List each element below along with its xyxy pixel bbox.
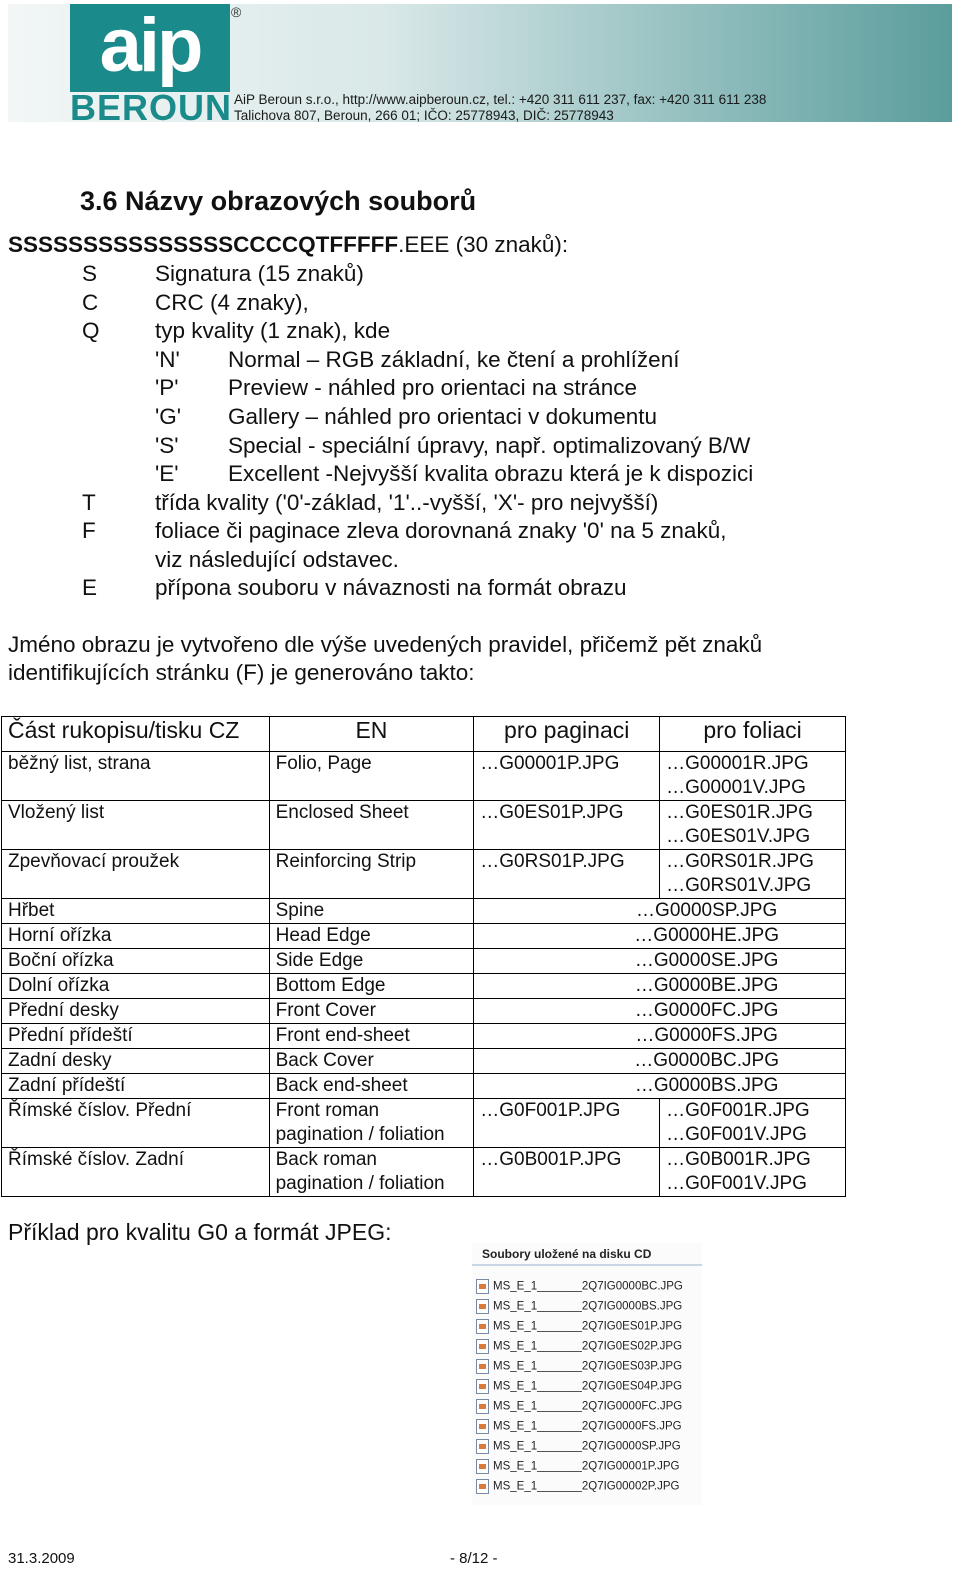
cell-foliation	[660, 752, 846, 801]
company-contact-line: AiP Beroun s.r.o., http://www.aipberoun.cz, tel.: +420 311 611 237, fax: +420 311 611 238	[234, 92, 767, 107]
quality-code: 'E'	[155, 461, 179, 486]
company-address-line: Talichova 807, Beroun, 266 01; IČO: 25778943, DIČ: 25778943	[234, 108, 614, 123]
image-file-icon	[476, 1279, 489, 1294]
pattern-chars: SSSSSSSSSSSSSSSCCCCQTFFFFF	[8, 232, 399, 257]
file-name: MS_E_1_______2Q7IG0ES01P.JPG	[493, 1320, 683, 1333]
paragraph-line: identifikujících stránku (F) je generováno takto:	[8, 660, 475, 685]
cell-filename: …G0000FC.JPG	[474, 999, 846, 1024]
cell-en: Back end-sheet	[269, 1074, 474, 1099]
file-item[interactable]	[476, 1459, 679, 1479]
column-header: EN	[269, 717, 474, 752]
filename-pattern	[8, 232, 568, 258]
cell-en	[269, 1099, 474, 1148]
file-name: MS_E_1_______2Q7IG0000FS.JPG	[493, 1420, 682, 1433]
pattern-extension: .EEE (30 znaků):	[398, 232, 569, 257]
cell-en: Front end-sheet	[269, 1024, 474, 1049]
cell-foliation	[660, 801, 846, 850]
file-item[interactable]	[476, 1299, 682, 1319]
def-desc: typ kvality (1 znak), kde	[155, 318, 391, 343]
def-code: S	[82, 261, 98, 286]
cell-en: Spine	[269, 899, 474, 924]
file-item[interactable]	[476, 1439, 681, 1459]
foliation-verso: …G0F001V.JPG	[666, 1124, 807, 1145]
registered-mark: ®	[231, 4, 242, 20]
section-title: 3.6 Názvy obrazových souborů	[80, 186, 477, 216]
quality-desc: Gallery – náhled pro orientaci v dokumentu	[228, 404, 657, 429]
cell-filename: …G0000BC.JPG	[474, 1049, 846, 1074]
cell-filename: …G0000BE.JPG	[474, 974, 846, 999]
foliation-recto: …G0F001R.JPG	[666, 1100, 810, 1121]
cell-cz: Horní ořízka	[2, 924, 270, 949]
table-row	[2, 1074, 846, 1099]
en-line: pagination / foliation	[275, 1124, 445, 1145]
image-file-icon	[476, 1459, 489, 1474]
cell-pagination: …G0B001P.JPG	[474, 1148, 660, 1197]
image-file-icon	[476, 1319, 489, 1334]
table-row	[2, 949, 846, 974]
cell-filename: …G0000BS.JPG	[474, 1074, 846, 1099]
quality-code: 'S'	[155, 433, 179, 458]
table-row	[2, 924, 846, 949]
cell-filename: …G0000FS.JPG	[474, 1024, 846, 1049]
table-row	[2, 1049, 846, 1074]
cell-cz: Zadní přídeští	[2, 1074, 270, 1099]
quality-code: 'G'	[155, 404, 182, 429]
image-file-icon	[476, 1299, 489, 1314]
file-item[interactable]	[476, 1419, 682, 1439]
cell-en: Folio, Page	[269, 752, 474, 801]
foliation-recto: …G0RS01R.JPG	[666, 851, 814, 872]
quality-desc: Special - speciální úpravy, např. optimalizovaný B/W	[228, 433, 751, 458]
file-item[interactable]	[476, 1399, 682, 1419]
file-item[interactable]	[476, 1339, 682, 1359]
image-file-icon	[476, 1479, 489, 1494]
file-name: MS_E_1_______2Q7IG0ES03P.JPG	[493, 1360, 683, 1373]
def-desc: CRC (4 znaky),	[155, 290, 309, 315]
def-code: F	[82, 518, 96, 543]
image-file-icon	[476, 1379, 489, 1394]
cell-pagination: …G00001P.JPG	[474, 752, 660, 801]
quality-desc: Preview - náhled pro orientaci na stránce	[228, 375, 637, 400]
cell-foliation	[660, 850, 846, 899]
page-naming-table	[1, 716, 846, 1197]
foliation-verso: …G0F001V.JPG	[666, 1173, 807, 1194]
table-row	[2, 1024, 846, 1049]
file-name: MS_E_1_______2Q7IG0000BS.JPG	[493, 1300, 683, 1313]
footer-page-number: - 8/12 -	[450, 1550, 498, 1567]
cell-filename: …G0000HE.JPG	[474, 924, 846, 949]
en-line: Back roman	[275, 1149, 377, 1170]
table-row	[2, 1148, 846, 1197]
cell-en: Back Cover	[269, 1049, 474, 1074]
def-desc: foliace či paginace zleva dorovnaná znaky '0' na 5 znaků,	[155, 518, 727, 543]
cell-filename: …G0000SE.JPG	[474, 949, 846, 974]
quality-desc: Excellent -Nejvyšší kvalita obrazu která je k dispozici	[228, 461, 754, 486]
quality-code: 'N'	[155, 347, 180, 372]
table-row	[2, 850, 846, 899]
cell-en: Enclosed Sheet	[269, 801, 474, 850]
cell-cz: běžný list, strana	[2, 752, 270, 801]
file-name: MS_E_1_______2Q7IG0ES04P.JPG	[493, 1380, 683, 1393]
file-name: MS_E_1_______2Q7IG00001P.JPG	[493, 1460, 680, 1473]
def-code: C	[82, 290, 99, 315]
cell-en: Head Edge	[269, 924, 474, 949]
file-item[interactable]	[476, 1359, 682, 1379]
en-line: pagination / foliation	[275, 1173, 445, 1194]
file-list-screenshot	[472, 1243, 702, 1505]
table-header-row	[2, 717, 846, 752]
cell-cz: Dolní ořízka	[2, 974, 270, 999]
table-row	[2, 1099, 846, 1148]
cell-pagination: …G0F001P.JPG	[474, 1099, 660, 1148]
cell-en	[269, 1148, 474, 1197]
en-line: Front roman	[275, 1100, 380, 1121]
cell-foliation	[660, 1099, 846, 1148]
foliation-verso: …G0RS01V.JPG	[666, 875, 812, 896]
file-item[interactable]	[476, 1279, 683, 1299]
image-file-icon	[476, 1339, 489, 1354]
image-file-icon	[476, 1419, 489, 1434]
def-desc-continued: viz následující odstavec.	[155, 547, 399, 572]
paragraph-line: Jméno obrazu je vytvořeno dle výše uvedených pravidel, přičemž pět znaků	[8, 632, 763, 657]
cell-cz: Zadní desky	[2, 1049, 270, 1074]
table-row	[2, 899, 846, 924]
cell-cz: Hřbet	[2, 899, 270, 924]
table-row	[2, 752, 846, 801]
cell-pagination: …G0ES01P.JPG	[474, 801, 660, 850]
def-desc: přípona souboru v návaznosti na formát obrazu	[155, 575, 627, 600]
cell-cz: Boční ořízka	[2, 949, 270, 974]
quality-desc: Normal – RGB základní, ke čtení a prohlížení	[228, 347, 680, 372]
file-name: MS_E_1_______2Q7IG0000FC.JPG	[493, 1400, 683, 1413]
logo-city: BEROUN	[70, 87, 233, 128]
cell-cz: Přední desky	[2, 999, 270, 1024]
cell-cz: Přední přídeští	[2, 1024, 270, 1049]
def-desc: třída kvality ('0'-základ, '1'..-vyšší, 'X'- pro nejvyšší)	[155, 490, 659, 515]
foliation-verso: …G00001V.JPG	[666, 777, 806, 798]
image-file-icon	[476, 1439, 489, 1454]
cell-cz: Zpevňovací proužek	[2, 850, 270, 899]
table-row	[2, 999, 846, 1024]
cell-en: Bottom Edge	[269, 974, 474, 999]
table-row	[2, 974, 846, 999]
def-desc: Signatura (15 znaků)	[155, 261, 364, 286]
file-item[interactable]	[476, 1479, 679, 1499]
foliation-recto: …G00001R.JPG	[666, 753, 809, 774]
foliation-verso: …G0ES01V.JPG	[666, 826, 811, 847]
column-header: pro paginaci	[474, 717, 660, 752]
file-name: MS_E_1_______2Q7IG0ES02P.JPG	[493, 1340, 683, 1353]
file-name: MS_E_1_______2Q7IG0000BC.JPG	[493, 1280, 683, 1293]
def-code: T	[82, 490, 96, 515]
cell-en: Reinforcing Strip	[269, 850, 474, 899]
cell-en: Side Edge	[269, 949, 474, 974]
cell-en: Front Cover	[269, 999, 474, 1024]
file-item[interactable]	[476, 1319, 682, 1339]
foliation-recto: …G0ES01R.JPG	[666, 802, 813, 823]
column-header: pro foliaci	[660, 717, 846, 752]
company-logo: aip	[70, 4, 230, 92]
file-name: MS_E_1_______2Q7IG0000SP.JPG	[493, 1440, 681, 1453]
image-file-icon	[476, 1399, 489, 1414]
cell-cz: Římské číslov. Zadní	[2, 1148, 270, 1197]
def-code: E	[82, 575, 98, 600]
file-item[interactable]	[476, 1379, 682, 1399]
table-row	[2, 801, 846, 850]
quality-code: 'P'	[155, 375, 179, 400]
cell-foliation	[660, 1148, 846, 1197]
image-file-icon	[476, 1359, 489, 1374]
footer-date: 31.3.2009	[8, 1550, 75, 1567]
cell-cz: Vložený list	[2, 801, 270, 850]
column-header: Část rukopisu/tisku CZ	[2, 717, 270, 752]
cell-filename: …G0000SP.JPG	[474, 899, 846, 924]
divider	[472, 1264, 702, 1266]
file-name: MS_E_1_______2Q7IG00002P.JPG	[493, 1480, 680, 1493]
example-title: Příklad pro kvalitu G0 a formát JPEG:	[8, 1219, 392, 1245]
cell-pagination: …G0RS01P.JPG	[474, 850, 660, 899]
file-list-title: Soubory uložené na disku CD	[482, 1247, 652, 1261]
cell-cz: Římské číslov. Přední	[2, 1099, 270, 1148]
letterhead	[8, 3, 952, 128]
def-code: Q	[82, 318, 100, 343]
foliation-recto: …G0B001R.JPG	[666, 1149, 811, 1170]
